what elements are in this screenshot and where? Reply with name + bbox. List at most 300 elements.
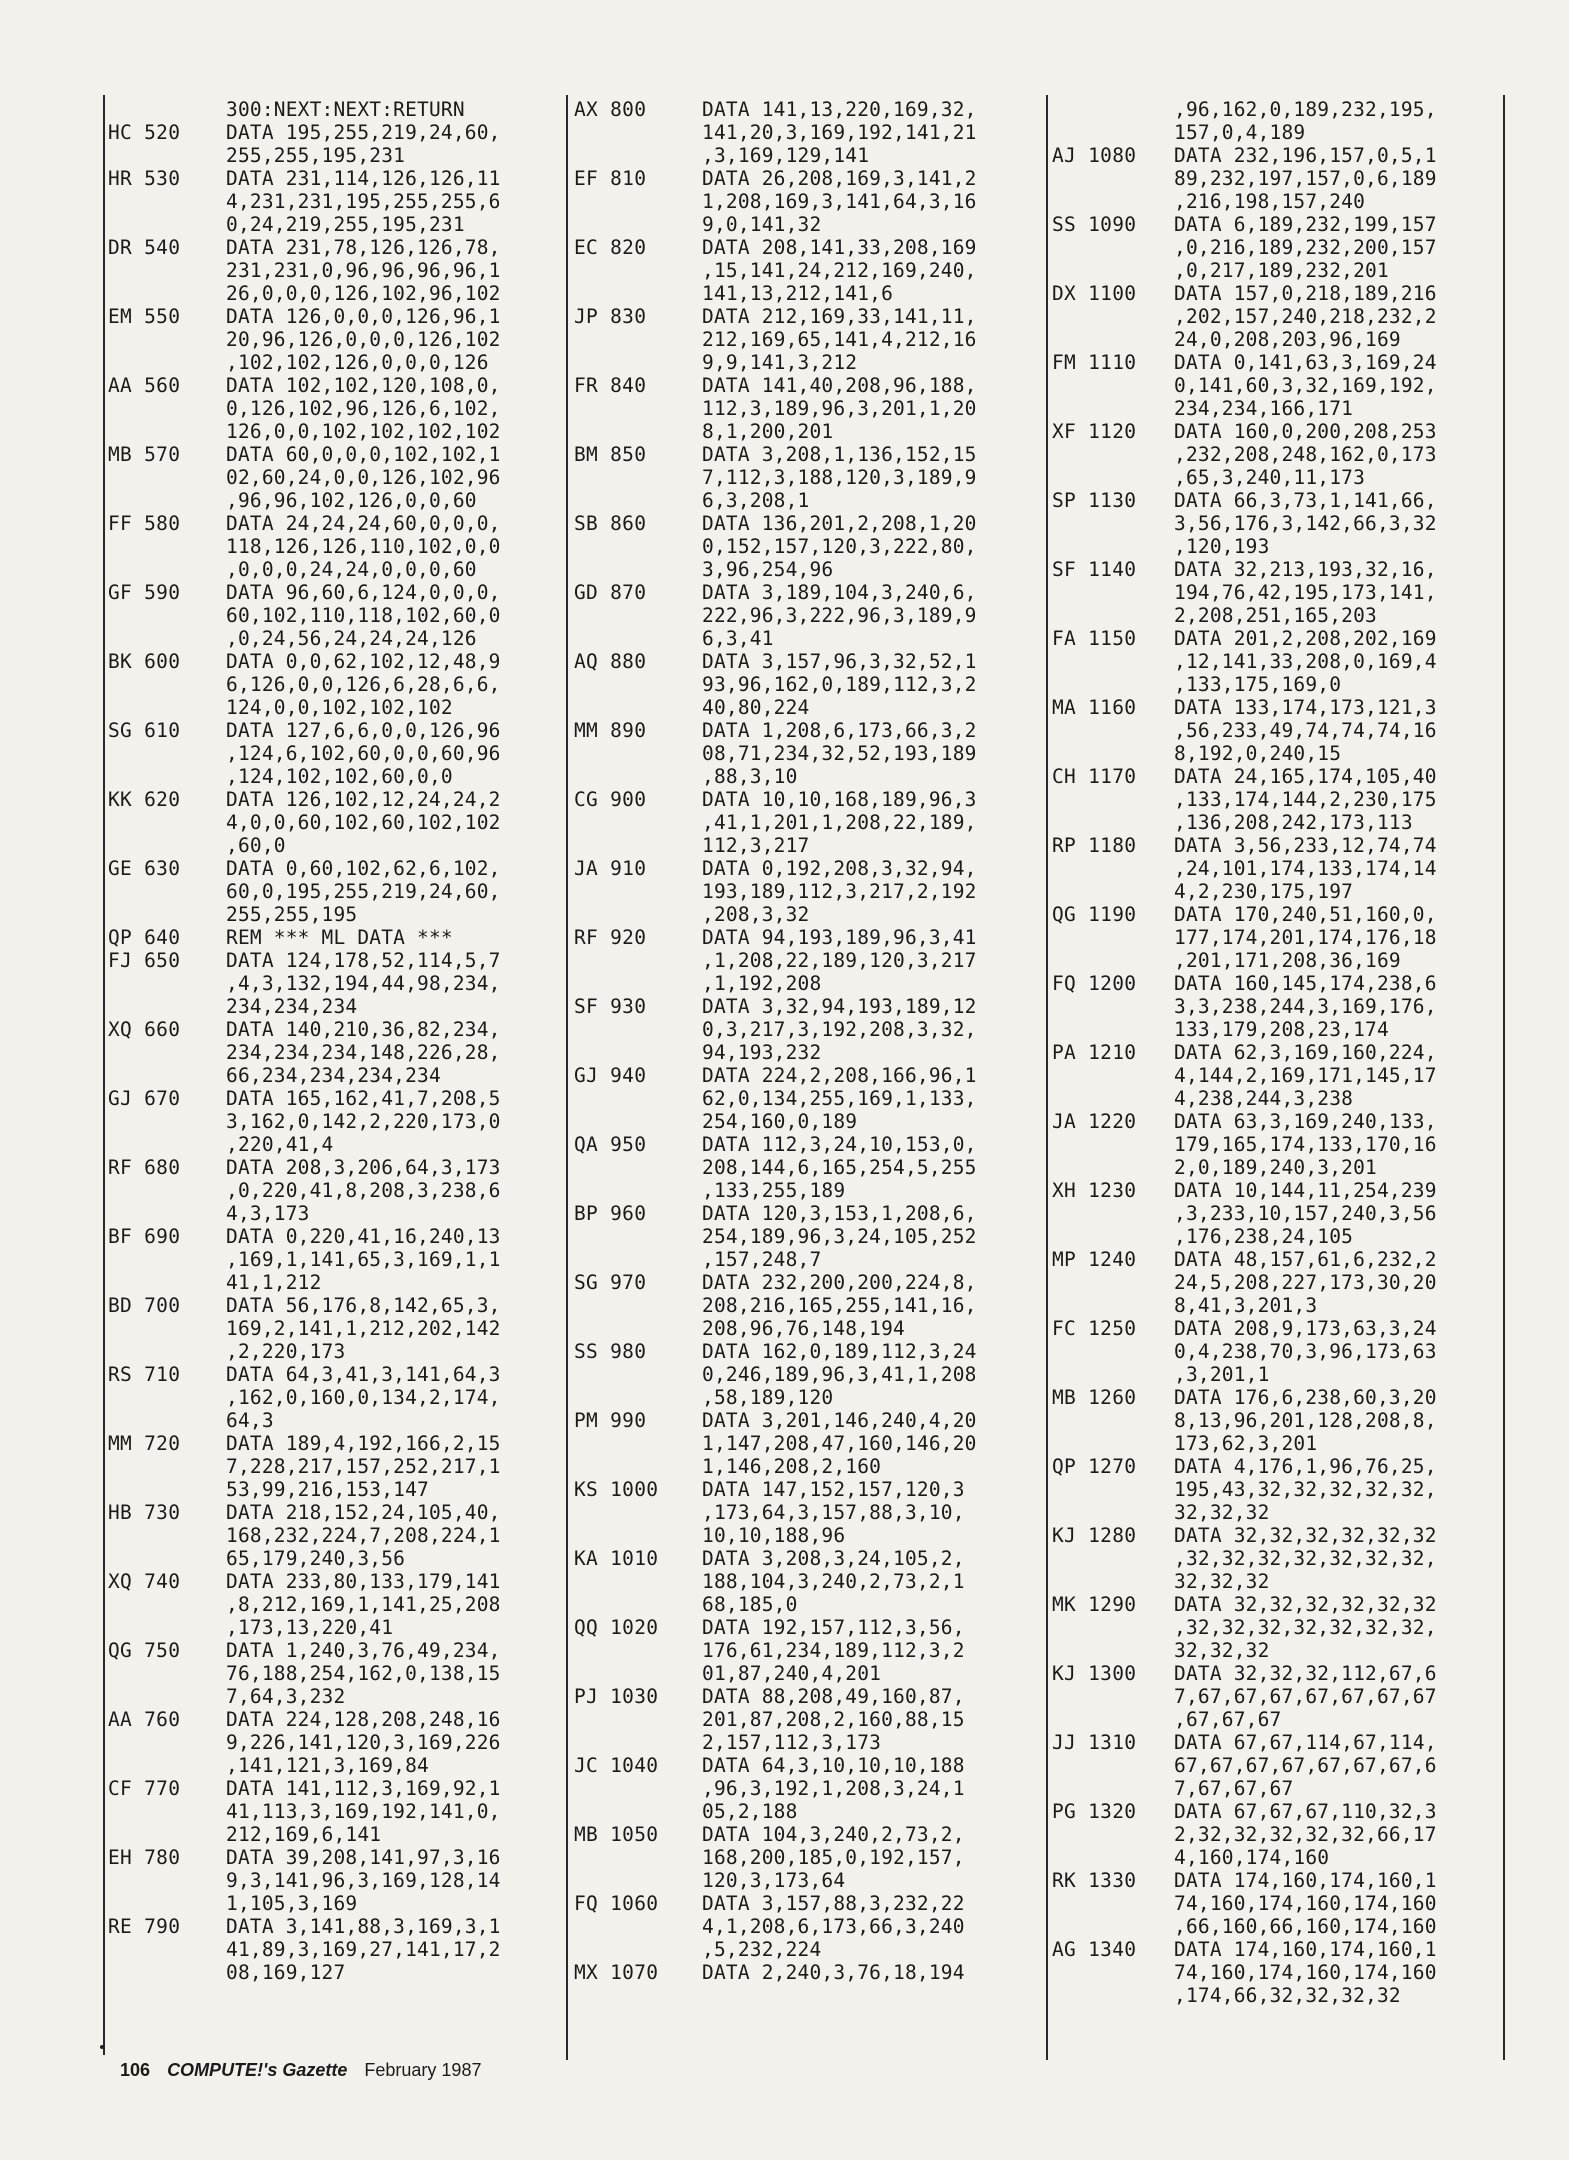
checksum-line-number: RP 1180 (1052, 834, 1137, 857)
statement-line: 0,126,102,96,126,6,102, (226, 397, 501, 420)
checksum-line-number: BF 690 (108, 1225, 181, 1248)
statement-line: 255,255,195,231 (226, 144, 406, 167)
statement-line: DATA 208,3,206,64,3,173 (226, 1156, 501, 1179)
statement-text (1174, 765, 1504, 834)
program-line (574, 1133, 1040, 1202)
statement-line: 41,89,3,169,27,141,17,2 (226, 1938, 501, 1961)
checksum-line-number: BK 600 (108, 650, 181, 673)
program-line (108, 788, 560, 857)
program-line (574, 236, 1040, 305)
statement-line: ,0,0,0,24,24,0,0,0,60 (226, 558, 477, 581)
checksum-line-number: DX 1100 (1052, 282, 1137, 305)
checksum-line-number: XQ 740 (108, 1570, 181, 1593)
program-line (108, 857, 560, 926)
statement-line: ,208,3,32 (702, 903, 810, 926)
statement-line: 1,105,3,169 (226, 1892, 358, 1915)
column-rule-left (103, 95, 105, 2055)
statement-line: 4,238,244,3,238 (1174, 1087, 1354, 1110)
statement-line: ,173,64,3,157,88,3,10, (702, 1501, 965, 1524)
statement-line: 67,67,67,67,67,67,67,6 (1174, 1754, 1437, 1777)
statement-line: 6,3,41 (702, 627, 774, 650)
program-line (574, 650, 1040, 719)
column-rule-1 (566, 95, 568, 2060)
statement-line: 188,104,3,240,2,73,2,1 (702, 1570, 965, 1593)
program-line (1052, 1248, 1504, 1317)
checksum-line-number: SP 1130 (1052, 489, 1137, 512)
program-line (1052, 1662, 1504, 1731)
statement-text (226, 788, 560, 857)
statement-line: DATA 224,128,208,248,16 (226, 1708, 501, 1731)
statement-text (702, 1892, 1040, 1961)
checksum-line-number: AX 800 (574, 98, 647, 121)
statement-line: 208,96,76,148,194 (702, 1317, 905, 1340)
program-line (108, 1087, 560, 1156)
statement-line: DATA 4,176,1,96,76,25, (1174, 1455, 1437, 1478)
statement-line: 32,32,32 (1174, 1570, 1270, 1593)
statement-text (1174, 1041, 1504, 1110)
program-line (574, 926, 1040, 995)
statement-line: DATA 88,208,49,160,87, (702, 1685, 965, 1708)
statement-line: 8,41,3,201,3 (1174, 1294, 1318, 1317)
statement-line: 32,32,32 (1174, 1639, 1270, 1662)
statement-text (702, 98, 1040, 167)
statement-line: 53,99,216,153,147 (226, 1478, 429, 1501)
statement-line: ,216,198,157,240 (1174, 190, 1366, 213)
program-line (1052, 1041, 1504, 1110)
statement-line: DATA 189,4,192,166,2,15 (226, 1432, 501, 1455)
statement-text (226, 926, 560, 949)
statement-text (1174, 420, 1504, 489)
statement-text (226, 1225, 560, 1294)
statement-line: 7,67,67,67 (1174, 1777, 1294, 1800)
statement-text (226, 1915, 560, 1984)
statement-text (226, 1432, 560, 1501)
statement-line: DATA 201,2,208,202,169 (1174, 627, 1437, 650)
statement-line: ,32,32,32,32,32,32,32, (1174, 1547, 1437, 1570)
statement-line: ,66,160,66,160,174,160 (1174, 1915, 1437, 1938)
checksum-line-number: FQ 1060 (574, 1892, 659, 1915)
checksum-line-number: QP 640 (108, 926, 181, 949)
statement-line: DATA 0,0,62,102,12,48,9 (226, 650, 501, 673)
checksum-line-number: HC 520 (108, 121, 181, 144)
statement-line: 4,231,231,195,255,255,6 (226, 190, 501, 213)
statement-line: 208,216,165,255,141,16, (702, 1294, 977, 1317)
statement-line: DATA 3,56,233,12,74,74 (1174, 834, 1437, 857)
statement-line: DATA 96,60,6,124,0,0,0, (226, 581, 501, 604)
statement-line: DATA 126,0,0,0,126,96,1 (226, 305, 501, 328)
statement-line: 208,144,6,165,254,5,255 (702, 1156, 977, 1179)
statement-line: DATA 3,201,146,240,4,20 (702, 1409, 977, 1432)
statement-text (226, 121, 560, 167)
page-footer (120, 2060, 481, 2081)
statement-line: ,133,175,169,0 (1174, 673, 1342, 696)
statement-line: DATA 232,196,157,0,5,1 (1174, 144, 1437, 167)
statement-line: 124,0,0,102,102,102 (226, 696, 453, 719)
checksum-line-number: AA 560 (108, 374, 181, 397)
statement-line: ,124,102,102,60,0,0 (226, 765, 453, 788)
program-line (1052, 1800, 1504, 1869)
statement-text (1174, 351, 1504, 420)
statement-line: 118,126,126,110,102,0,0 (226, 535, 501, 558)
statement-line: ,174,66,32,32,32,32 (1174, 1984, 1401, 2007)
checksum-line-number: JA 910 (574, 857, 647, 880)
statement-line: 194,76,42,195,173,141, (1174, 581, 1437, 604)
program-line (108, 1432, 560, 1501)
statement-text (226, 512, 560, 581)
statement-line: DATA 0,192,208,3,32,94, (702, 857, 977, 880)
program-line (1052, 1938, 1504, 2007)
statement-line: 9,3,141,96,3,169,128,14 (226, 1869, 501, 1892)
checksum-line-number: PM 990 (574, 1409, 647, 1432)
program-line (108, 1846, 560, 1915)
program-line (1052, 1179, 1504, 1248)
column-rule-2 (1046, 95, 1048, 2060)
statement-line: 234,234,234,148,226,28, (226, 1041, 501, 1064)
program-line (1052, 1869, 1504, 1938)
program-line (108, 167, 560, 236)
statement-text (226, 1570, 560, 1639)
statement-text (226, 443, 560, 512)
statement-line: 3,96,254,96 (702, 558, 834, 581)
listing-column-3 (1052, 98, 1504, 2066)
statement-line: 10,10,188,96 (702, 1524, 846, 1547)
statement-text (226, 1294, 560, 1363)
statement-line: DATA 208,141,33,208,169 (702, 236, 977, 259)
statement-line: DATA 63,3,169,240,133, (1174, 1110, 1437, 1133)
statement-line: ,96,3,192,1,208,3,24,1 (702, 1777, 965, 1800)
statement-text (702, 1064, 1040, 1133)
statement-line: 41,1,212 (226, 1271, 322, 1294)
statement-line: ,0,220,41,8,208,3,238,6 (226, 1179, 501, 1202)
program-line (574, 1823, 1040, 1892)
checksum-line-number: SF 1140 (1052, 558, 1137, 581)
statement-line: 176,61,234,189,112,3,2 (702, 1639, 965, 1662)
program-line (108, 374, 560, 443)
checksum-line-number: CF 770 (108, 1777, 181, 1800)
program-line (1052, 903, 1504, 972)
statement-line: 6,3,208,1 (702, 489, 810, 512)
statement-text (226, 1018, 560, 1087)
statement-line: ,202,157,240,218,232,2 (1174, 305, 1437, 328)
statement-line: DATA 0,220,41,16,240,13 (226, 1225, 501, 1248)
checksum-line-number: GJ 940 (574, 1064, 647, 1087)
checksum-line-number: MP 1240 (1052, 1248, 1137, 1271)
program-line (108, 1501, 560, 1570)
statement-text (226, 167, 560, 236)
statement-line: DATA 120,3,153,1,208,6, (702, 1202, 977, 1225)
statement-line: 60,102,110,118,102,60,0 (226, 604, 501, 627)
checksum-line-number: SF 930 (574, 995, 647, 1018)
statement-line: DATA 195,255,219,24,60, (226, 121, 501, 144)
program-line (108, 1708, 560, 1777)
statement-line: 1,146,208,2,160 (702, 1455, 882, 1478)
statement-line: 168,200,185,0,192,157, (702, 1846, 965, 1869)
statement-line: DATA 136,201,2,208,1,20 (702, 512, 977, 535)
statement-line: DATA 104,3,240,2,73,2, (702, 1823, 965, 1846)
statement-line: DATA 6,189,232,199,157 (1174, 213, 1437, 236)
statement-line: DATA 32,213,193,32,16, (1174, 558, 1437, 581)
statement-line: 112,3,217 (702, 834, 810, 857)
program-line (108, 926, 560, 949)
statement-text (702, 374, 1040, 443)
statement-text (226, 1087, 560, 1156)
statement-line: ,41,1,201,1,208,22,189, (702, 811, 977, 834)
statement-line: 7,228,217,157,252,217,1 (226, 1455, 501, 1478)
statement-line: DATA 231,114,126,126,11 (226, 167, 501, 190)
statement-line: ,60,0 (226, 834, 286, 857)
statement-line: 0,3,217,3,192,208,3,32, (702, 1018, 977, 1041)
statement-text (1174, 1386, 1504, 1455)
statement-line: 2,157,112,3,173 (702, 1731, 882, 1754)
statement-text (702, 1961, 1040, 1984)
statement-line: 41,113,3,169,192,141,0, (226, 1800, 501, 1823)
statement-line: ,220,41,4 (226, 1133, 334, 1156)
statement-text (702, 788, 1040, 857)
statement-line: 169,2,141,1,212,202,142 (226, 1317, 501, 1340)
statement-line: DATA 174,160,174,160,1 (1174, 1938, 1437, 1961)
statement-text (226, 1639, 560, 1708)
checksum-line-number: JA 1220 (1052, 1110, 1137, 1133)
statement-line: DATA 162,0,189,112,3,24 (702, 1340, 977, 1363)
checksum-line-number: FA 1150 (1052, 627, 1137, 650)
statement-line: ,0,216,189,232,200,157 (1174, 236, 1437, 259)
statement-line: ,2,220,173 (226, 1340, 346, 1363)
statement-line: DATA 32,32,32,32,32,32 (1174, 1593, 1437, 1616)
checksum-line-number: GJ 670 (108, 1087, 181, 1110)
statement-line: 6,126,0,0,126,6,28,6,6, (226, 673, 501, 696)
program-line (108, 443, 560, 512)
statement-line: 0,152,157,120,3,222,80, (702, 535, 977, 558)
statement-line: 254,189,96,3,24,105,252 (702, 1225, 977, 1248)
statement-line: DATA 2,240,3,76,18,194 (702, 1961, 965, 1984)
checksum-line-number: JP 830 (574, 305, 647, 328)
listing-column-2 (574, 98, 1040, 2066)
statement-line: ,169,1,141,65,3,169,1,1 (226, 1248, 501, 1271)
statement-line: DATA 160,0,200,208,253 (1174, 420, 1437, 443)
statement-line: 93,96,162,0,189,112,3,2 (702, 673, 977, 696)
statement-line: 201,87,208,2,160,88,15 (702, 1708, 965, 1731)
program-line (574, 167, 1040, 236)
statement-text (1174, 1248, 1504, 1317)
statement-text (702, 1685, 1040, 1754)
checksum-line-number: PG 1320 (1052, 1800, 1137, 1823)
checksum-line-number: BM 850 (574, 443, 647, 466)
statement-line: DATA 62,3,169,160,224, (1174, 1041, 1437, 1064)
statement-line: ,0,217,189,232,201 (1174, 259, 1389, 282)
statement-line: ,176,238,24,105 (1174, 1225, 1354, 1248)
statement-line: REM *** ML DATA *** (226, 926, 453, 949)
statement-line: 222,96,3,222,96,3,189,9 (702, 604, 977, 627)
statement-line: DATA 208,9,173,63,3,24 (1174, 1317, 1437, 1340)
statement-text (702, 1478, 1040, 1547)
statement-line: DATA 56,176,8,142,65,3, (226, 1294, 501, 1317)
program-line (574, 581, 1040, 650)
statement-line: ,141,121,3,169,84 (226, 1754, 429, 1777)
statement-line: ,173,13,220,41 (226, 1616, 394, 1639)
statement-line: DATA 141,112,3,169,92,1 (226, 1777, 501, 1800)
statement-text (226, 949, 560, 1018)
checksum-line-number: FR 840 (574, 374, 647, 397)
program-line (574, 305, 1040, 374)
statement-line: ,0,24,56,24,24,24,126 (226, 627, 477, 650)
statement-line: DATA 174,160,174,160,1 (1174, 1869, 1437, 1892)
statement-line: 4,0,0,60,102,60,102,102 (226, 811, 501, 834)
checksum-line-number: MM 720 (108, 1432, 181, 1455)
checksum-line-number: QQ 1020 (574, 1616, 659, 1639)
statement-text (1174, 1455, 1504, 1524)
program-line (108, 1915, 560, 1984)
statement-line: 9,226,141,120,3,169,226 (226, 1731, 501, 1754)
statement-line: 2,208,251,165,203 (1174, 604, 1377, 627)
statement-line: DATA 1,240,3,76,49,234, (226, 1639, 501, 1662)
statement-line: DATA 64,3,41,3,141,64,3 (226, 1363, 501, 1386)
program-line (1052, 765, 1504, 834)
program-line (108, 1570, 560, 1639)
checksum-line-number: KJ 1280 (1052, 1524, 1137, 1547)
checksum-line-number: KK 620 (108, 788, 181, 811)
statement-line: ,12,141,33,208,0,169,4 (1174, 650, 1437, 673)
checksum-line-number: MB 570 (108, 443, 181, 466)
checksum-line-number: PJ 1030 (574, 1685, 659, 1708)
statement-line: 05,2,188 (702, 1800, 798, 1823)
program-line (108, 1639, 560, 1708)
print-dot (100, 2045, 104, 2049)
statement-text (1174, 1800, 1504, 1869)
program-line (574, 443, 1040, 512)
statement-line: 168,232,224,7,208,224,1 (226, 1524, 501, 1547)
statement-line: 3,56,176,3,142,66,3,32 (1174, 512, 1437, 535)
statement-line: 234,234,234 (226, 995, 358, 1018)
statement-line: 234,234,166,171 (1174, 397, 1354, 420)
program-line (574, 995, 1040, 1064)
statement-line: 24,0,208,203,96,169 (1174, 328, 1401, 351)
statement-line: DATA 112,3,24,10,153,0, (702, 1133, 977, 1156)
checksum-line-number: MB 1050 (574, 1823, 659, 1846)
statement-line: ,157,248,7 (702, 1248, 822, 1271)
statement-text (1174, 282, 1504, 351)
checksum-line-number: GE 630 (108, 857, 181, 880)
page-number: 106 (120, 2060, 151, 2080)
statement-line: 68,185,0 (702, 1593, 798, 1616)
statement-line: ,201,171,208,36,169 (1174, 949, 1401, 972)
statement-line: DATA 140,210,36,82,234, (226, 1018, 501, 1041)
statement-text (702, 1823, 1040, 1892)
program-line (574, 512, 1040, 581)
statement-line: 141,20,3,169,192,141,21 (702, 121, 977, 144)
program-line (574, 1754, 1040, 1823)
statement-text (702, 995, 1040, 1064)
checksum-line-number: FM 1110 (1052, 351, 1137, 374)
statement-text (1174, 144, 1504, 213)
statement-line: 08,71,234,32,52,193,189 (702, 742, 977, 765)
statement-line: 1,147,208,47,160,146,20 (702, 1432, 977, 1455)
statement-text (1174, 972, 1504, 1041)
program-line (1052, 1455, 1504, 1524)
program-line (574, 1685, 1040, 1754)
statement-line: 2,32,32,32,32,32,66,17 (1174, 1823, 1437, 1846)
statement-line: 4,144,2,169,171,145,17 (1174, 1064, 1437, 1087)
statement-line: 01,87,240,4,201 (702, 1662, 882, 1685)
statement-line: ,32,32,32,32,32,32,32, (1174, 1616, 1437, 1639)
program-line (574, 1961, 1040, 1984)
statement-line: DATA 218,152,24,105,40, (226, 1501, 501, 1524)
checksum-line-number: MX 1070 (574, 1961, 659, 1984)
statement-text (702, 512, 1040, 581)
statement-line: 112,3,189,96,3,201,1,20 (702, 397, 977, 420)
statement-line: DATA 3,208,3,24,105,2, (702, 1547, 965, 1570)
checksum-line-number: RE 790 (108, 1915, 181, 1938)
statement-line: 8,13,96,201,128,208,8, (1174, 1409, 1437, 1432)
statement-line: 66,234,234,234,234 (226, 1064, 441, 1087)
program-line (1052, 1731, 1504, 1800)
statement-line: ,56,233,49,74,74,74,16 (1174, 719, 1437, 742)
program-line (1052, 627, 1504, 696)
statement-line: ,4,3,132,194,44,98,234, (226, 972, 501, 995)
statement-line: DATA 0,60,102,62,6,102, (226, 857, 501, 880)
magazine-title: COMPUTE!'s Gazette (167, 2060, 348, 2080)
statement-line: DATA 126,102,12,24,24,2 (226, 788, 501, 811)
program-line (1052, 1593, 1504, 1662)
program-line (108, 1363, 560, 1432)
statement-text (702, 1547, 1040, 1616)
checksum-line-number: XH 1230 (1052, 1179, 1137, 1202)
statement-text (702, 305, 1040, 374)
statement-line: ,5,232,224 (702, 1938, 822, 1961)
statement-text (1174, 1179, 1504, 1248)
statement-line: 254,160,0,189 (702, 1110, 858, 1133)
statement-text (702, 1409, 1040, 1478)
statement-line: ,162,0,160,0,134,2,174, (226, 1386, 501, 1409)
statement-line: 141,13,212,141,6 (702, 282, 894, 305)
program-line (574, 1064, 1040, 1133)
statement-line: DATA 212,169,33,141,11, (702, 305, 977, 328)
statement-text (702, 719, 1040, 788)
checksum-line-number: AJ 1080 (1052, 144, 1137, 167)
checksum-line-number: HR 530 (108, 167, 181, 190)
statement-line: 179,165,174,133,170,16 (1174, 1133, 1437, 1156)
statement-line: DATA 102,102,120,108,0, (226, 374, 501, 397)
checksum-line-number: RK 1330 (1052, 1869, 1137, 1892)
statement-line: DATA 48,157,61,6,232,2 (1174, 1248, 1437, 1271)
program-line (108, 1777, 560, 1846)
checksum-line-number: FC 1250 (1052, 1317, 1137, 1340)
statement-line: 177,174,201,174,176,18 (1174, 926, 1437, 949)
statement-text (226, 1156, 560, 1225)
program-line (1052, 1110, 1504, 1179)
checksum-line-number: JJ 1310 (1052, 1731, 1137, 1754)
statement-line: DATA 170,240,51,160,0, (1174, 903, 1437, 926)
statement-text (702, 1616, 1040, 1685)
statement-text (226, 305, 560, 374)
checksum-line-number: KA 1010 (574, 1547, 659, 1570)
statement-text (1174, 213, 1504, 282)
program-line (1052, 1524, 1504, 1593)
statement-line: 74,160,174,160,174,160 (1174, 1892, 1437, 1915)
statement-line: 212,169,6,141 (226, 1823, 382, 1846)
statement-text (226, 1501, 560, 1570)
checksum-line-number: CH 1170 (1052, 765, 1137, 788)
program-line (574, 1409, 1040, 1478)
statement-line: ,133,174,144,2,230,175 (1174, 788, 1437, 811)
statement-line: DATA 3,157,96,3,32,52,1 (702, 650, 977, 673)
statement-text (1174, 489, 1504, 558)
checksum-line-number: AG 1340 (1052, 1938, 1137, 1961)
statement-line: DATA 3,157,88,3,232,22 (702, 1892, 965, 1915)
program-line (108, 512, 560, 581)
statement-line: ,88,3,10 (702, 765, 798, 788)
statement-line: DATA 232,200,200,224,8, (702, 1271, 977, 1294)
statement-text (1174, 1662, 1504, 1731)
